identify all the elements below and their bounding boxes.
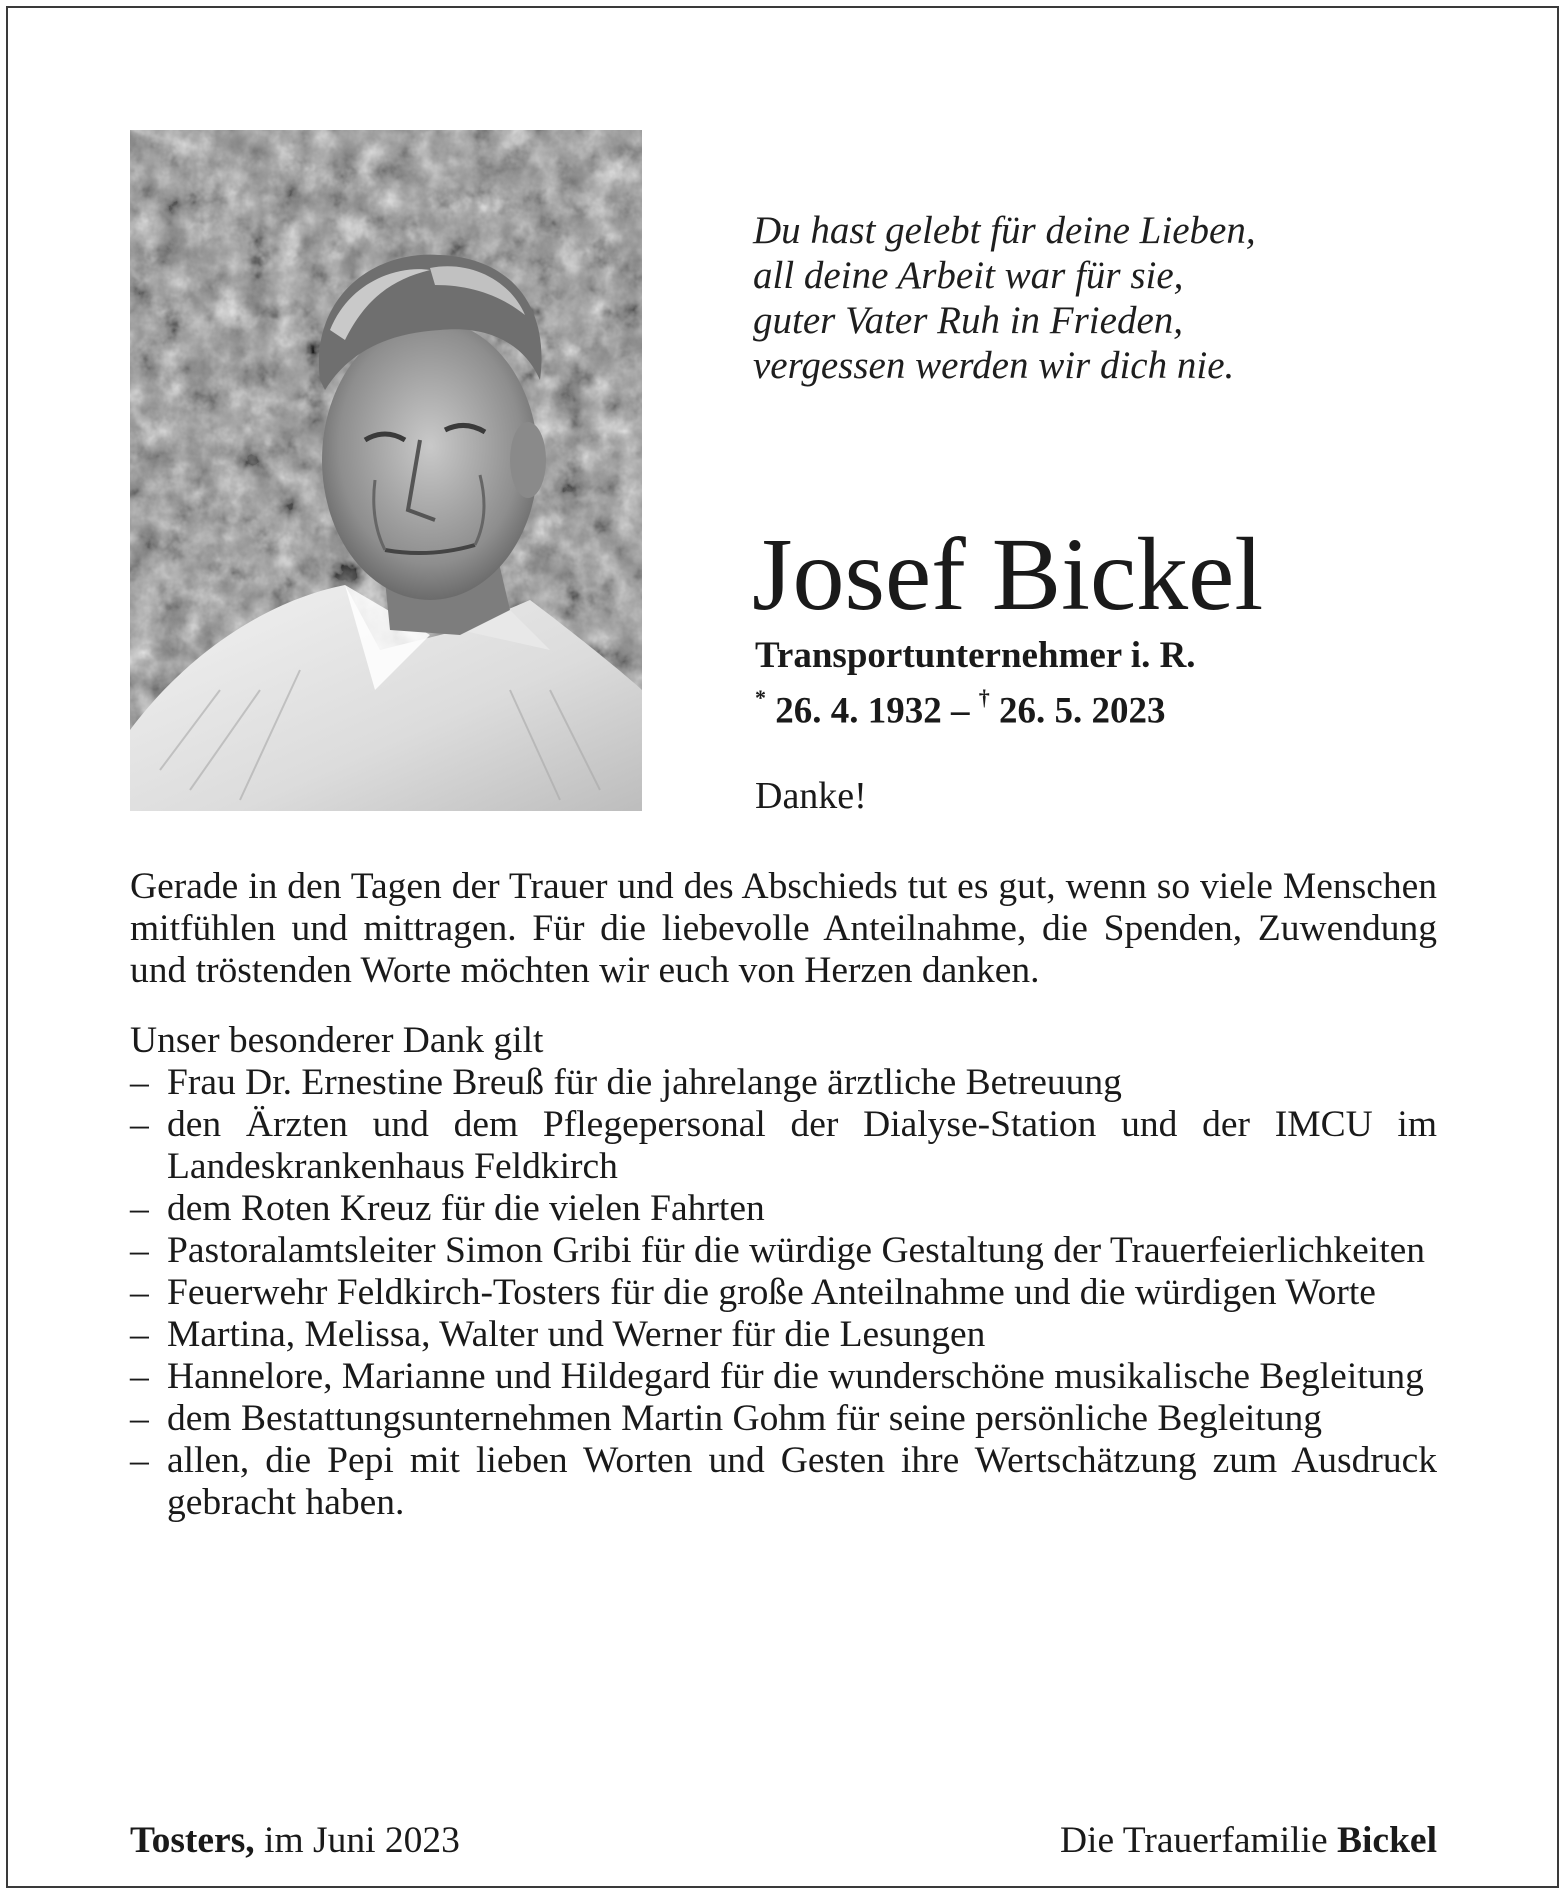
list-item-text: Pastoralamtsleiter Simon Gribi für die würdige Gestaltung der Trauerfeierlichkeiten <box>167 1230 1426 1271</box>
deceased-name: Josef Bickel <box>752 517 1264 632</box>
intro-paragraph: Gerade in den Tagen der Trauer und des Abschieds tut es gut, wenn so viele Menschen mitfühlen und mittragen. Für die liebevolle Anteilnahme, die Spenden, Zuwendung und tröstenden Worte möchten wir euch von Herzen danken. <box>130 866 1437 991</box>
dash: – <box>130 1272 149 1313</box>
list-item <box>130 1398 1437 1440</box>
birth-date: 26. 4. 1932 <box>775 690 942 732</box>
list-item-text: Feuerwehr Feldkirch-Tosters für die große Anteilnahme und die würdigen Worte <box>167 1272 1376 1313</box>
dash: – <box>130 1440 149 1481</box>
deceased-title: Transportunternehmer i. R. <box>755 635 1196 676</box>
dash: – <box>130 1314 149 1355</box>
life-dates <box>755 680 1166 733</box>
dash: – <box>130 1062 149 1103</box>
list-item-text: Martina, Melissa, Walter und Werner für die Lesungen <box>167 1314 986 1355</box>
family-prefix: Die Trauerfamilie <box>1059 1820 1337 1861</box>
danke-heading: Danke! <box>755 775 867 817</box>
family-name: Bickel <box>1337 1820 1437 1861</box>
list-item-text: Frau Dr. Ernestine Breuß für die jahrelange ärztliche Betreuung <box>167 1062 1122 1103</box>
dash: – <box>130 1230 149 1271</box>
death-symbol: † <box>978 685 990 710</box>
place: Tosters, <box>130 1820 255 1861</box>
dash: – <box>130 1188 149 1229</box>
dash: – <box>130 1356 149 1397</box>
thanks-list <box>130 1062 1437 1524</box>
dash: – <box>130 1104 149 1145</box>
thanks-body <box>130 866 1437 1524</box>
list-item <box>130 1188 1437 1230</box>
date: im Juni 2023 <box>254 1820 460 1861</box>
list-item-text: dem Bestattungsunternehmen Martin Gohm für seine persönliche Begleitung <box>167 1398 1322 1439</box>
date-separator: – <box>941 690 979 732</box>
death-date: 26. 5. 2023 <box>999 690 1166 732</box>
list-item-text: den Ärzten und dem Pflegepersonal der Dialyse-Station und der IMCU im Landeskrankenhaus Feldkirch <box>167 1104 1437 1187</box>
list-item <box>130 1230 1437 1272</box>
list-item-text: dem Roten Kreuz für die vielen Fahrten <box>167 1188 765 1229</box>
poem-line: vergessen werden wir dich nie. <box>753 344 1235 387</box>
dash: – <box>130 1398 149 1439</box>
list-item <box>130 1314 1437 1356</box>
list-item <box>130 1356 1437 1398</box>
memorial-poem <box>753 208 1453 388</box>
list-item <box>130 1104 1437 1188</box>
place-date <box>130 1820 460 1862</box>
list-item <box>130 1440 1437 1524</box>
birth-symbol: * <box>755 685 766 710</box>
thanks-lead: Unser besonderer Dank gilt <box>130 1020 544 1061</box>
portrait-photo <box>130 130 642 811</box>
list-item-text: Hannelore, Marianne und Hildegard für die wunderschöne musikalische Begleitung <box>167 1356 1424 1397</box>
poem-line: Du hast gelebt für deine Lieben, <box>753 209 1256 252</box>
list-item <box>130 1272 1437 1314</box>
list-item-text: allen, die Pepi mit lieben Worten und Gesten ihre Wertschätzung zum Ausdruck gebracht haben. <box>167 1440 1437 1523</box>
family-signature <box>1060 1820 1437 1862</box>
list-item <box>130 1062 1437 1104</box>
poem-line: guter Vater Ruh in Frieden, <box>753 299 1184 342</box>
poem-line: all deine Arbeit war für sie, <box>753 254 1184 297</box>
